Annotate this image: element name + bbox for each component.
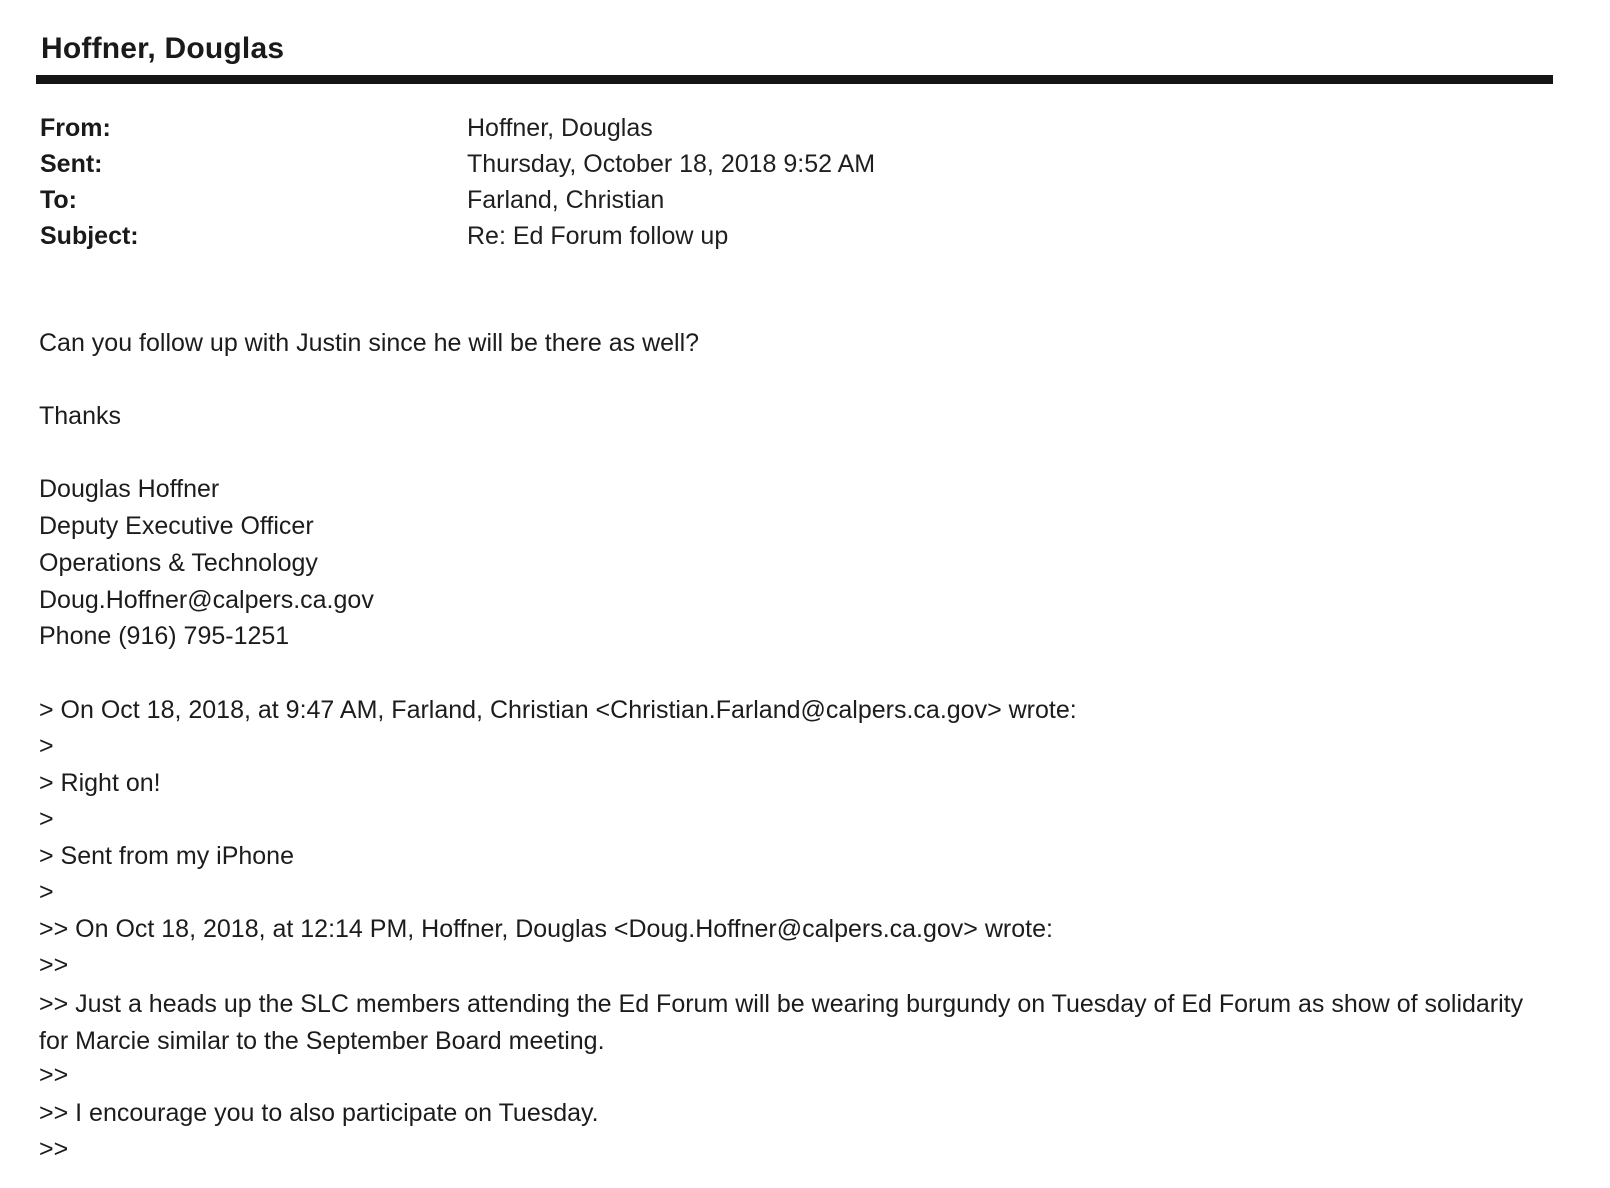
document-title: Hoffner, Douglas xyxy=(41,32,285,65)
quoted-paragraph: >> Just a heads up the SLC members attending the Ed Forum will be wearing burgundy on Tuesday of Ed Forum as show of solidarity for Marcie similar to the September Board meeting. xyxy=(39,990,1524,1055)
quoted-line: >> On Oct 18, 2018, at 12:14 PM, Hoffner, Douglas <Doug.Hoffner@calpers.ca.gov> wrote: xyxy=(39,915,1053,943)
signature-title: Deputy Executive Officer xyxy=(39,512,314,540)
sent-label: Sent: xyxy=(40,150,103,178)
from-label: From: xyxy=(40,114,111,142)
quoted-line: > Right on! xyxy=(39,769,161,797)
quoted-line: > xyxy=(39,878,54,906)
title-divider xyxy=(36,75,1553,84)
quoted-line: > xyxy=(39,805,54,833)
message-text: Can you follow up with Justin since he will be there as well? xyxy=(39,329,700,357)
quoted-line: > On Oct 18, 2018, at 9:47 AM, Farland, Christian <Christian.Farland@calpers.ca.gov> wrote: xyxy=(39,696,1077,724)
subject-value: Re: Ed Forum follow up xyxy=(467,222,729,250)
quoted-line: > Sent from my iPhone xyxy=(39,842,294,870)
signature-phone: Phone (916) 795-1251 xyxy=(39,622,290,650)
signature-name: Douglas Hoffner xyxy=(39,475,220,503)
to-label: To: xyxy=(40,186,78,214)
sent-value: Thursday, October 18, 2018 9:52 AM xyxy=(467,150,876,178)
subject-label: Subject: xyxy=(40,222,139,250)
quoted-line: >> xyxy=(39,1061,69,1089)
quoted-line: >> xyxy=(39,951,69,979)
signature-email: Doug.Hoffner@calpers.ca.gov xyxy=(39,586,374,614)
quoted-line: >> xyxy=(39,1135,69,1163)
signature-department: Operations & Technology xyxy=(39,549,318,577)
quoted-line: >> I encourage you to also participate on Tuesday. xyxy=(39,1099,599,1127)
quoted-line: > xyxy=(39,732,54,760)
to-value: Farland, Christian xyxy=(467,186,665,214)
closing-text: Thanks xyxy=(39,402,121,430)
from-value: Hoffner, Douglas xyxy=(467,114,653,142)
